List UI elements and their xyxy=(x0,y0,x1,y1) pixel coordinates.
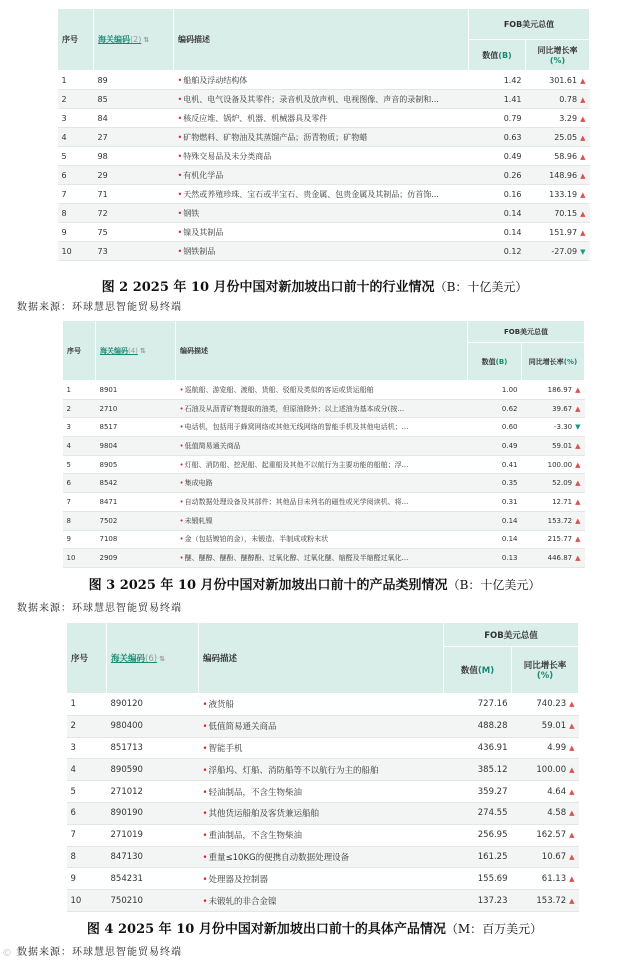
table-row[interactable] xyxy=(63,511,585,530)
bullet-icon: • xyxy=(177,170,183,180)
trend-up-icon: ▲ xyxy=(575,535,581,544)
bullet-icon: • xyxy=(177,227,183,237)
row-desc[interactable]: •智能手机 xyxy=(199,737,444,759)
row-seq: 7 xyxy=(58,185,94,204)
row-desc[interactable]: •巡航船、游览船、渡船、货船、驳船及类似的客运或货运船舶 xyxy=(176,381,468,400)
row-seq: 3 xyxy=(63,418,96,437)
row-desc[interactable]: •液货船 xyxy=(199,694,444,716)
table-row[interactable] xyxy=(63,493,585,512)
row-seq: 1 xyxy=(63,381,96,400)
row-desc[interactable]: •电机、电气设备及其零件；录音机及放声机、电视图像、声音的录制和... xyxy=(174,90,469,109)
row-code[interactable]: 8517 xyxy=(96,418,176,437)
row-growth: 4.58 ▲ xyxy=(512,802,579,824)
bullet-icon: • xyxy=(202,831,208,842)
row-code[interactable]: 75 xyxy=(94,223,174,242)
row-seq: 6 xyxy=(63,474,96,493)
row-growth: 100.00 ▲ xyxy=(522,455,585,474)
bullet-icon: • xyxy=(179,404,184,413)
row-code[interactable]: 847130 xyxy=(107,846,199,868)
row-growth: 25.05 ▲ xyxy=(526,128,590,147)
row-seq: 5 xyxy=(63,455,96,474)
row-desc[interactable]: •低值简易通关商品 xyxy=(199,715,444,737)
col-seq-header: 序号 xyxy=(63,321,96,381)
row-desc[interactable]: •镍及其制品 xyxy=(174,223,469,242)
bullet-icon: • xyxy=(179,460,184,469)
row-code[interactable]: 98 xyxy=(94,147,174,166)
row-code[interactable]: 750210 xyxy=(107,890,199,912)
row-desc[interactable]: •电话机，包括用于蜂窝网络或其他无线网络的智能手机及其他电话机；... xyxy=(176,418,468,437)
table-row[interactable] xyxy=(58,242,590,261)
table-row[interactable] xyxy=(58,71,590,90)
row-code[interactable]: 29 xyxy=(94,166,174,185)
col-growth-header[interactable]: 同比增长率(%) xyxy=(522,343,585,381)
bullet-icon: • xyxy=(202,874,208,885)
bullet-icon: • xyxy=(177,94,183,104)
row-seq: 9 xyxy=(63,530,96,549)
bullet-icon: • xyxy=(179,535,184,544)
row-desc[interactable]: •特殊交易品及未分类商品 xyxy=(174,147,469,166)
row-seq: 9 xyxy=(67,868,107,890)
row-seq: 8 xyxy=(63,511,96,530)
trend-up-icon: ▲ xyxy=(580,76,586,85)
row-growth: -27.09 ▼ xyxy=(526,242,590,261)
row-growth: 215.77 ▲ xyxy=(522,530,585,549)
table-row[interactable] xyxy=(67,824,579,846)
row-code[interactable]: 8905 xyxy=(96,455,176,474)
table-row[interactable] xyxy=(63,381,585,400)
row-desc[interactable]: •灯船、消防船、挖泥船、起重船及其他不以航行为主要功能的船舶；浮... xyxy=(176,455,468,474)
row-growth: 61.13 ▲ xyxy=(512,868,579,890)
trend-up-icon: ▲ xyxy=(569,765,575,774)
row-code[interactable]: 8542 xyxy=(96,474,176,493)
row-growth: 740.23 ▲ xyxy=(512,694,579,716)
table-row[interactable] xyxy=(58,147,590,166)
row-code[interactable]: 271012 xyxy=(107,781,199,803)
row-value: 0.12 xyxy=(469,242,526,261)
row-desc[interactable]: •未锻轧的非合金镍 xyxy=(199,890,444,912)
row-growth: 162.57 ▲ xyxy=(512,824,579,846)
row-seq: 10 xyxy=(67,890,107,912)
row-seq: 3 xyxy=(58,109,94,128)
row-seq: 4 xyxy=(63,437,96,456)
row-value: 0.63 xyxy=(469,128,526,147)
bullet-icon: • xyxy=(179,423,184,432)
trend-up-icon: ▲ xyxy=(580,133,586,142)
trend-up-icon: ▲ xyxy=(575,479,581,488)
table-row[interactable] xyxy=(63,399,585,418)
bullet-icon: • xyxy=(202,743,208,754)
data-source: 数据来源：环球慧思智能贸易终端 xyxy=(17,947,182,958)
col-code-header[interactable]: 海关编码(4) ⇅ xyxy=(96,321,176,381)
trend-up-icon: ▲ xyxy=(580,190,586,199)
trend-up-icon: ▲ xyxy=(569,852,575,861)
row-growth: 301.61 ▲ xyxy=(526,71,590,90)
table-row[interactable] xyxy=(67,846,579,868)
row-code[interactable]: 2710 xyxy=(96,399,176,418)
bullet-icon: • xyxy=(202,722,208,733)
row-desc[interactable]: •钢铁制品 xyxy=(174,242,469,261)
bullet-icon: • xyxy=(202,700,208,711)
col-code-header[interactable]: 海关编码(2) ⇅ xyxy=(94,9,174,71)
row-value: 161.25 xyxy=(444,846,512,868)
row-desc[interactable]: •处理器及控制器 xyxy=(199,868,444,890)
watermark: © 1 xyxy=(2,948,22,959)
bullet-icon: • xyxy=(202,852,208,863)
row-seq: 7 xyxy=(63,493,96,512)
bullet-icon: • xyxy=(202,809,208,820)
row-code[interactable]: 890190 xyxy=(107,802,199,824)
row-value: 0.14 xyxy=(469,204,526,223)
row-growth: 3.29 ▲ xyxy=(526,109,590,128)
row-value: 0.14 xyxy=(468,511,522,530)
row-seq: 5 xyxy=(58,147,94,166)
row-growth: 186.97 ▲ xyxy=(522,381,585,400)
col-desc-header: 编码描述 xyxy=(174,9,469,71)
col-seq-header: 序号 xyxy=(67,623,107,694)
row-value: 0.14 xyxy=(468,530,522,549)
row-value: 436.91 xyxy=(444,737,512,759)
row-growth: 153.72 ▲ xyxy=(522,511,585,530)
sort-icon[interactable]: ⇅ xyxy=(159,655,165,663)
trend-up-icon: ▲ xyxy=(580,209,586,218)
bullet-icon: • xyxy=(179,497,184,506)
row-desc[interactable]: •石油及从沥青矿物提取的油类，但原油除外；以上述油为基本成分(按... xyxy=(176,399,468,418)
table-row[interactable] xyxy=(58,223,590,242)
trend-up-icon: ▲ xyxy=(575,554,581,563)
figure-caption: 图 3 2025 年 10 月份中国对新加坡出口前十的产品类别情况（B：十亿美元） xyxy=(88,578,541,593)
table-row[interactable] xyxy=(67,802,579,824)
row-seq: 9 xyxy=(58,223,94,242)
table-row[interactable] xyxy=(67,694,579,716)
row-value: 0.41 xyxy=(468,455,522,474)
data-source: 数据来源：环球慧思智能贸易终端 xyxy=(17,603,182,614)
row-value: 0.62 xyxy=(468,399,522,418)
bullet-icon: • xyxy=(179,554,184,563)
row-growth: 153.72 ▲ xyxy=(512,890,579,912)
table-row[interactable] xyxy=(67,737,579,759)
trend-up-icon: ▲ xyxy=(569,787,575,796)
row-value: 0.49 xyxy=(469,147,526,166)
fob-group-header: FOB美元总值 xyxy=(444,623,579,647)
row-desc[interactable]: •船舶及浮动结构体 xyxy=(174,71,469,90)
row-code[interactable]: 73 xyxy=(94,242,174,261)
bullet-icon: • xyxy=(177,75,183,85)
row-code[interactable]: 851713 xyxy=(107,737,199,759)
trend-up-icon: ▲ xyxy=(575,460,581,469)
row-seq: 5 xyxy=(67,781,107,803)
row-desc[interactable]: •醚、醚醇、醚酚、醚醇酚、过氧化醇、过氧化醚、缩醛及半缩醛过氧化... xyxy=(176,549,468,568)
bullet-icon: • xyxy=(177,208,183,218)
row-desc[interactable]: •未锻轧镍 xyxy=(176,511,468,530)
row-value: 0.31 xyxy=(468,493,522,512)
row-value: 0.26 xyxy=(469,166,526,185)
table-row[interactable] xyxy=(63,418,585,437)
row-growth: 133.19 ▲ xyxy=(526,185,590,204)
row-growth: 39.67 ▲ xyxy=(522,399,585,418)
row-seq: 10 xyxy=(63,549,96,568)
product-category-table xyxy=(62,320,585,568)
bullet-icon: • xyxy=(179,441,184,450)
table-row[interactable] xyxy=(58,166,590,185)
row-desc[interactable]: •天然或养殖珍珠、宝石或半宝石、贵金属、包贵金属及其制品；仿首饰... xyxy=(174,185,469,204)
trend-up-icon: ▲ xyxy=(575,404,581,413)
bullet-icon: • xyxy=(202,896,208,907)
row-growth: 58.96 ▲ xyxy=(526,147,590,166)
table-row[interactable] xyxy=(58,185,590,204)
row-code[interactable]: 890120 xyxy=(107,694,199,716)
trend-up-icon: ▲ xyxy=(580,171,586,180)
bullet-icon: • xyxy=(179,516,184,525)
col-seq-header: 序号 xyxy=(58,9,94,71)
row-value: 0.16 xyxy=(469,185,526,204)
col-value-header[interactable]: 数值(M) xyxy=(444,647,512,694)
figure-caption: 图 4 2025 年 10 月份中国对新加坡出口前十的具体产品情况（M：百万美元） xyxy=(86,922,543,937)
trend-up-icon: ▲ xyxy=(580,114,586,123)
row-code[interactable]: 890590 xyxy=(107,759,199,781)
table-row[interactable] xyxy=(67,759,579,781)
row-desc[interactable]: •低值简易通关商品 xyxy=(176,437,468,456)
row-seq: 8 xyxy=(58,204,94,223)
row-code[interactable]: 8471 xyxy=(96,493,176,512)
row-value: 727.16 xyxy=(444,694,512,716)
trend-up-icon: ▲ xyxy=(569,809,575,818)
row-value: 359.27 xyxy=(444,781,512,803)
row-value: 0.14 xyxy=(469,223,526,242)
row-value: 1.42 xyxy=(469,71,526,90)
trend-up-icon: ▲ xyxy=(569,722,575,731)
row-value: 1.00 xyxy=(468,381,522,400)
bullet-icon: • xyxy=(177,151,183,161)
row-growth: 4.64 ▲ xyxy=(512,781,579,803)
trend-down-icon: ▼ xyxy=(575,423,581,432)
bullet-icon: • xyxy=(177,113,183,123)
row-seq: 2 xyxy=(67,715,107,737)
col-value-header[interactable]: 数值(B) xyxy=(469,40,526,71)
row-seq: 8 xyxy=(67,846,107,868)
fob-group-header: FOB美元总值 xyxy=(468,321,585,343)
bullet-icon: • xyxy=(179,385,184,394)
row-growth: 100.00 ▲ xyxy=(512,759,579,781)
row-code[interactable]: 854231 xyxy=(107,868,199,890)
row-code[interactable]: 7502 xyxy=(96,511,176,530)
row-seq: 6 xyxy=(58,166,94,185)
row-seq: 4 xyxy=(67,759,107,781)
row-desc[interactable]: •金（包括镀铂的金），未锻造、半制成或粉末状 xyxy=(176,530,468,549)
table-row[interactable] xyxy=(58,204,590,223)
trend-up-icon: ▲ xyxy=(569,874,575,883)
industry-table xyxy=(57,8,590,261)
row-code[interactable]: 7108 xyxy=(96,530,176,549)
row-value: 274.55 xyxy=(444,802,512,824)
row-code[interactable]: 89 xyxy=(94,71,174,90)
table-row[interactable] xyxy=(63,530,585,549)
row-code[interactable]: 84 xyxy=(94,109,174,128)
bullet-icon: • xyxy=(179,479,184,488)
table-row[interactable] xyxy=(63,474,585,493)
row-code[interactable]: 9804 xyxy=(96,437,176,456)
row-code[interactable]: 27 xyxy=(94,128,174,147)
row-desc[interactable]: •钢铁 xyxy=(174,204,469,223)
row-value: 0.79 xyxy=(469,109,526,128)
row-growth: 148.96 ▲ xyxy=(526,166,590,185)
bullet-icon: • xyxy=(177,189,183,199)
trend-up-icon: ▲ xyxy=(569,831,575,840)
row-growth: 4.99 ▲ xyxy=(512,737,579,759)
row-value: 137.23 xyxy=(444,890,512,912)
col-desc-header: 编码描述 xyxy=(176,321,468,381)
table-row[interactable] xyxy=(67,890,579,912)
col-desc-header: 编码描述 xyxy=(199,623,444,694)
trend-up-icon: ▲ xyxy=(575,385,581,394)
row-seq: 3 xyxy=(67,737,107,759)
row-seq: 2 xyxy=(58,90,94,109)
bullet-icon: • xyxy=(202,765,208,776)
row-seq: 10 xyxy=(58,242,94,261)
row-growth: 70.15 ▲ xyxy=(526,204,590,223)
row-seq: 7 xyxy=(67,824,107,846)
table-row[interactable] xyxy=(58,128,590,147)
table-row[interactable] xyxy=(63,549,585,568)
row-seq: 2 xyxy=(63,399,96,418)
row-seq: 4 xyxy=(58,128,94,147)
row-code[interactable]: 980400 xyxy=(107,715,199,737)
col-growth-header[interactable]: 同比增长率(%) xyxy=(526,40,590,71)
row-value: 1.41 xyxy=(469,90,526,109)
row-value: 155.69 xyxy=(444,868,512,890)
row-value: 0.13 xyxy=(468,549,522,568)
row-seq: 1 xyxy=(67,694,107,716)
row-code[interactable]: 71 xyxy=(94,185,174,204)
row-desc[interactable]: •集成电路 xyxy=(176,474,468,493)
row-value: 256.95 xyxy=(444,824,512,846)
trend-up-icon: ▲ xyxy=(569,700,575,709)
table-row[interactable] xyxy=(63,455,585,474)
row-desc[interactable]: •矿物燃料、矿物油及其蒸馏产品；沥青物质；矿物蜡 xyxy=(174,128,469,147)
row-desc[interactable]: •其他货运船舶及客货兼运船舶 xyxy=(199,802,444,824)
table-row[interactable] xyxy=(67,868,579,890)
row-growth: -3.30 ▼ xyxy=(522,418,585,437)
table-row[interactable] xyxy=(67,715,579,737)
table-row[interactable] xyxy=(63,437,585,456)
row-desc[interactable]: •浮船坞、灯船、消防船等不以航行为主的船舶 xyxy=(199,759,444,781)
row-seq: 6 xyxy=(67,802,107,824)
trend-up-icon: ▲ xyxy=(569,896,575,905)
row-seq: 1 xyxy=(58,71,94,90)
bullet-icon: • xyxy=(177,132,183,142)
row-code[interactable]: 2909 xyxy=(96,549,176,568)
trend-up-icon: ▲ xyxy=(575,441,581,450)
row-growth: 10.67 ▲ xyxy=(512,846,579,868)
trend-down-icon: ▼ xyxy=(580,247,586,256)
trend-up-icon: ▲ xyxy=(569,743,575,752)
row-code[interactable]: 8901 xyxy=(96,381,176,400)
table-row[interactable] xyxy=(58,90,590,109)
row-desc[interactable]: •重油制品，不含生物柴油 xyxy=(199,824,444,846)
table-row[interactable] xyxy=(67,781,579,803)
specific-product-table xyxy=(66,622,579,912)
row-desc[interactable]: •自动数据处理设备及其部件；其他品目未列名的磁性或光学阅读机、将... xyxy=(176,493,468,512)
bullet-icon: • xyxy=(202,787,208,798)
row-value: 385.12 xyxy=(444,759,512,781)
row-growth: 0.78 ▲ xyxy=(526,90,590,109)
row-growth: 151.97 ▲ xyxy=(526,223,590,242)
col-growth-header[interactable]: 同比增长率(%) xyxy=(512,647,579,694)
trend-up-icon: ▲ xyxy=(580,228,586,237)
row-growth: 12.71 ▲ xyxy=(522,493,585,512)
sort-icon[interactable]: ⇅ xyxy=(143,36,150,44)
sort-icon[interactable]: ⇅ xyxy=(139,346,146,355)
row-value: 488.28 xyxy=(444,715,512,737)
col-code-header[interactable]: 海关编码(6) ⇅ xyxy=(107,623,199,694)
fob-group-header: FOB美元总值 xyxy=(469,9,590,40)
row-desc[interactable]: •重量≤10KG的便携自动数据处理设备 xyxy=(199,846,444,868)
row-growth: 59.01 ▲ xyxy=(512,715,579,737)
row-desc[interactable]: •有机化学品 xyxy=(174,166,469,185)
row-code[interactable]: 72 xyxy=(94,204,174,223)
row-value: 0.60 xyxy=(468,418,522,437)
figure-caption: 图 2 2025 年 10 月份中国对新加坡出口前十的行业情况（B：十亿美元） xyxy=(101,280,528,295)
row-code[interactable]: 271019 xyxy=(107,824,199,846)
trend-up-icon: ▲ xyxy=(580,152,586,161)
table-row[interactable] xyxy=(58,109,590,128)
row-value: 0.35 xyxy=(468,474,522,493)
trend-up-icon: ▲ xyxy=(580,95,586,104)
bullet-icon: • xyxy=(177,246,183,256)
data-source: 数据来源：环球慧思智能贸易终端 xyxy=(17,302,182,313)
trend-up-icon: ▲ xyxy=(575,497,581,506)
col-value-header[interactable]: 数值(B) xyxy=(468,343,522,381)
row-growth: 446.87 ▲ xyxy=(522,549,585,568)
row-desc[interactable]: •核反应堆、锅炉、机器、机械器具及零件 xyxy=(174,109,469,128)
row-desc[interactable]: •轻油制品，不含生物柴油 xyxy=(199,781,444,803)
row-growth: 52.09 ▲ xyxy=(522,474,585,493)
trend-up-icon: ▲ xyxy=(575,516,581,525)
row-code[interactable]: 85 xyxy=(94,90,174,109)
row-value: 0.49 xyxy=(468,437,522,456)
row-growth: 59.01 ▲ xyxy=(522,437,585,456)
